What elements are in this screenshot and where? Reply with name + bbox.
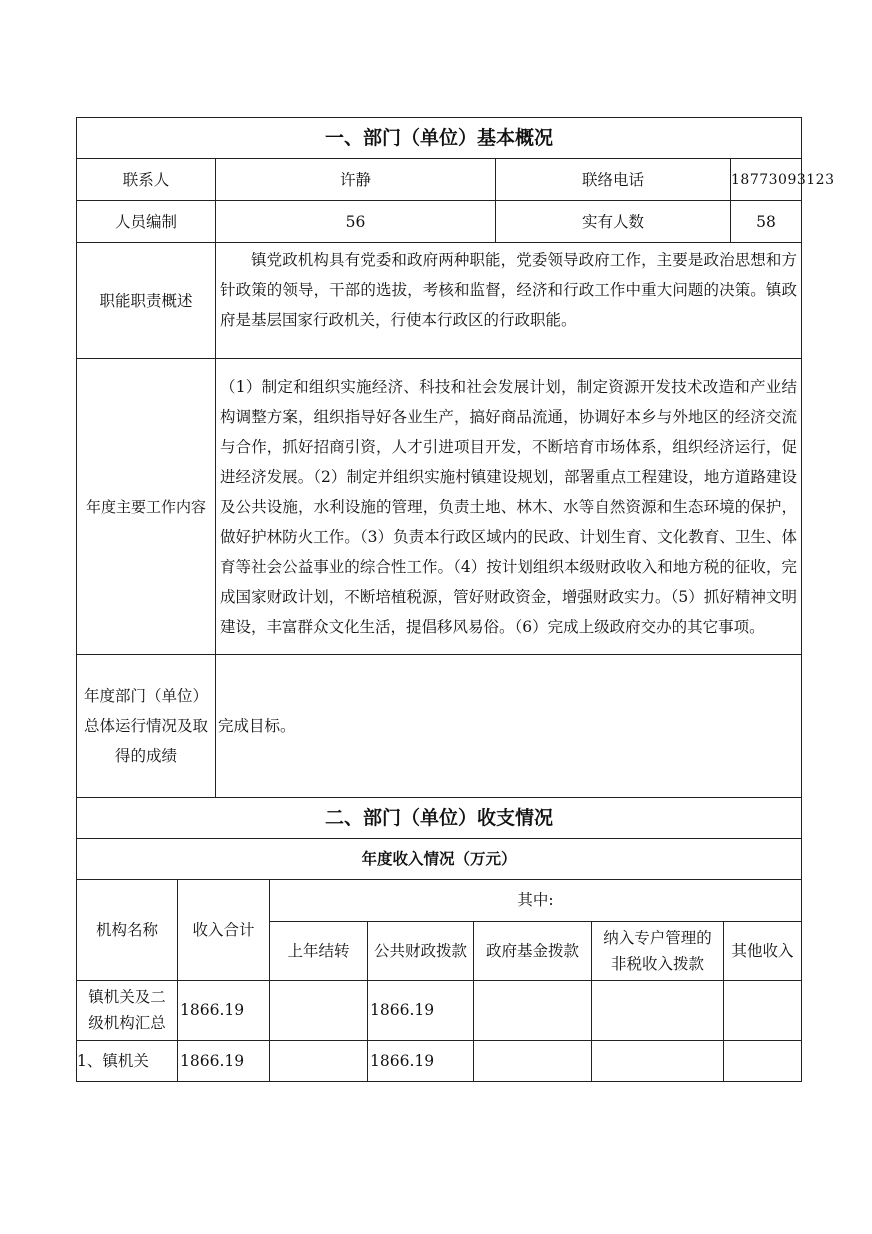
row-public: 1866.19 (368, 980, 474, 1040)
duty-text: 镇党政机构具有党委和政府两种职能，党委领导政府工作，主要是政治思想和方针政策的领导，干部的选拔，考核和监督，经济和行政工作中重大问题的决策。镇政府是基层国家行政机关，行使本行政区的行政职能。 (216, 243, 802, 359)
col-special-line2: 非税收入拨款 (610, 954, 704, 973)
row-other (724, 1040, 802, 1081)
row-special (592, 1040, 724, 1081)
form-sheet (76, 117, 835, 1082)
col-fund-header: 政府基金拨款 (474, 921, 592, 980)
row-org-line1: 镇机关及二 (88, 988, 166, 1007)
row-total: 1866.19 (178, 980, 270, 1040)
row-special (592, 980, 724, 1040)
perf-label-line3: 得的成绩 (114, 747, 177, 765)
duty-label: 职能职责概述 (77, 243, 216, 359)
perf-label (77, 655, 216, 798)
col-total-header: 收入合计 (178, 879, 270, 980)
contact-label: 联系人 (77, 159, 216, 201)
row-public: 1866.19 (368, 1040, 474, 1081)
row-total: 1866.19 (178, 1040, 270, 1081)
basic-info-table (76, 117, 835, 798)
row-prev (270, 1040, 368, 1081)
col-org-header: 机构名称 (77, 879, 178, 980)
col-special-header (592, 921, 724, 980)
phone-value: 18773093123 (731, 159, 802, 201)
col-public-header: 公共财政拨款 (368, 921, 474, 980)
income-table (76, 797, 802, 1082)
perf-text: 完成目标。 (216, 655, 802, 798)
col-among-header: 其中: (270, 879, 802, 921)
row-org (77, 980, 178, 1040)
table-row (77, 1040, 802, 1081)
section1-title: 一、部门（单位）基本概况 (77, 118, 802, 159)
row-prev (270, 980, 368, 1040)
contact-value: 许静 (216, 159, 496, 201)
row-other (724, 980, 802, 1040)
actual-label: 实有人数 (496, 201, 731, 243)
col-prev-header: 上年结转 (270, 921, 368, 980)
work-label: 年度主要工作内容 (77, 359, 216, 655)
row-org-line2: 级机构汇总 (88, 1014, 166, 1033)
row-fund (474, 980, 592, 1040)
section2-title: 二、部门（单位）收支情况 (77, 797, 802, 838)
actual-value: 58 (731, 201, 802, 243)
staff-label: 人员编制 (77, 201, 216, 243)
row-org: 1、镇机关 (77, 1040, 178, 1081)
work-text: （1）制定和组织实施经济、科技和社会发展计划，制定资源开发技术改造和产业结构调整方案，组织指导好各业生产，搞好商品流通，协调好本乡与外地区的经济交流与合作，抓好招商引资，人才引进项目开发，不断培育市场体系，组织经济运行，促进经济发展。（2）制定并组织实施村镇建设规划，部署重点工程建设，地方道路建设及公共设施，水利设施的管理，负责土地、林木、水等自然资源和生态环境的保护，做好护林防火工作。（3）负责本行政区域内的民政、计划生育、文化教育、卫生、体育等社会公益事业的综合性工作。（4）按计划组织本级财政收入和地方税的征收，完成国家财政计划，不断培植税源，管好财政资金，增强财政实力。（5）抓好精神文明建设，丰富群众文化生活，提倡移风易俗。（6）完成上级政府交办的其它事项。 (216, 359, 802, 655)
perf-label-line1: 年度部门（单位） (83, 687, 208, 705)
col-special-line1: 纳入专户管理的 (603, 928, 712, 947)
col-other-header: 其他收入 (724, 921, 802, 980)
income-subtitle: 年度收入情况（万元） (77, 838, 802, 879)
row-fund (474, 1040, 592, 1081)
perf-label-line2: 总体运行情况及取 (83, 717, 208, 735)
staff-value: 56 (216, 201, 496, 243)
phone-label: 联络电话 (496, 159, 731, 201)
table-row (77, 980, 802, 1040)
